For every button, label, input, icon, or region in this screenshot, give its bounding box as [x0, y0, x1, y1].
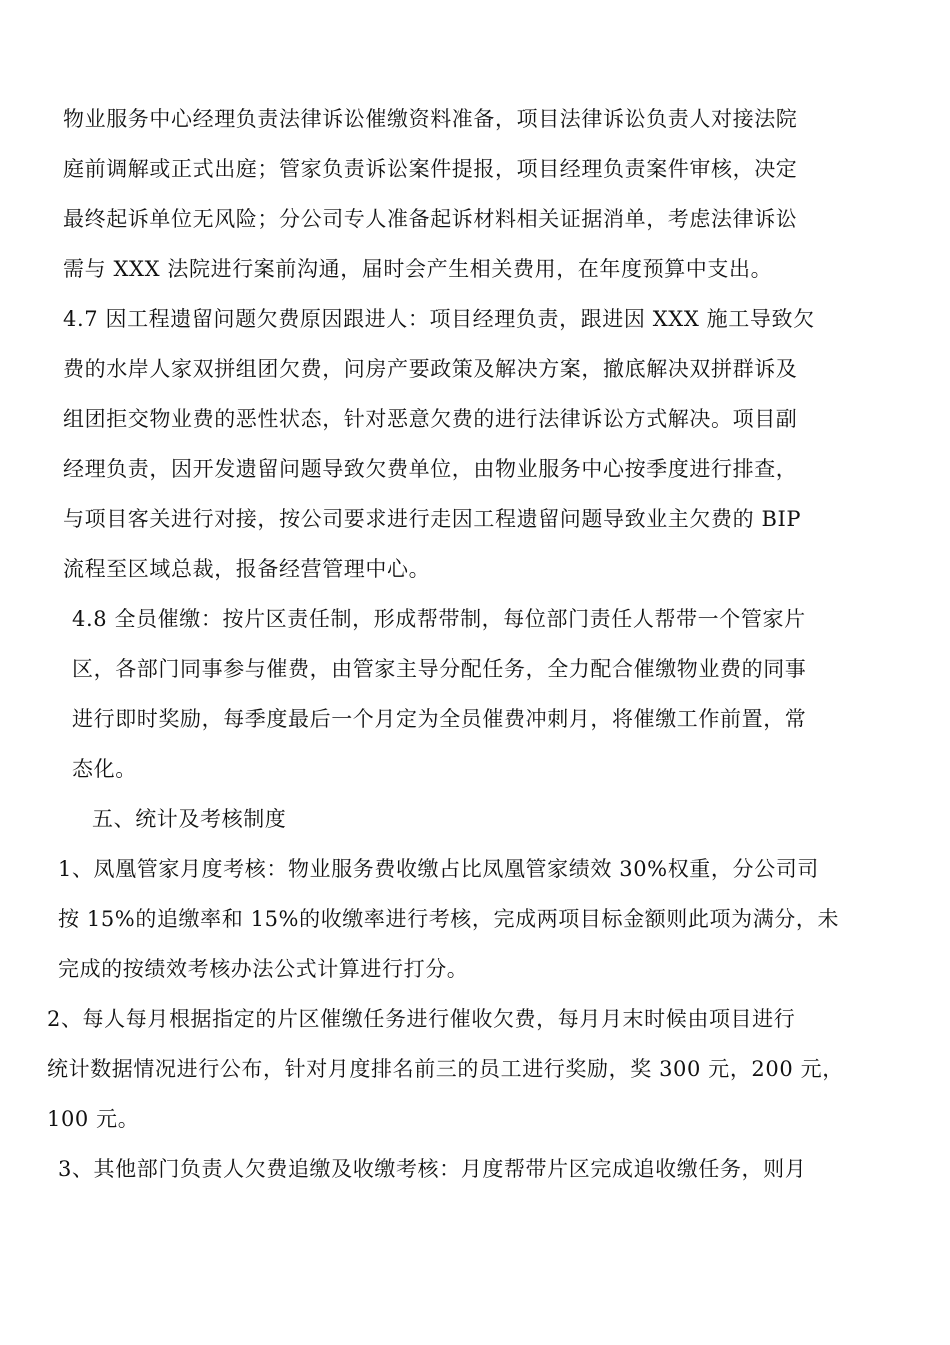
section-4-7-line-5: 与项目客关进行对接，按公司要求进行走因工程遗留问题导致业主欠费的 BIP — [63, 507, 802, 531]
paragraph-line-2: 庭前调解或正式出庭；管家负责诉讼案件提报，项目经理负责案件审核，决定 — [63, 157, 798, 181]
section-4-7-line-4: 经理负责，因开发遗留问题导致欠费单位，由物业服务中心按季度进行排查， — [63, 457, 798, 481]
item-2-line-1: 2、每人每月根据指定的片区催缴任务进行催收欠费，每月月末时候由项目进行 — [47, 1007, 796, 1031]
paragraph-line-1: 物业服务中心经理负责法律诉讼催缴资料准备，项目法律诉讼负责人对接法院 — [63, 107, 798, 131]
section-4-7-line-2: 费的水岸人家双拼组团欠费，问房产要政策及解决方案，撤底解决双拼群诉及 — [63, 357, 798, 381]
paragraph-line-4: 需与 XXX 法院进行案前沟通，届时会产生相关费用，在年度预算中支出。 — [63, 257, 773, 281]
item-1-line-2: 按 15%的追缴率和 15%的收缴率进行考核，完成两项目标金额则此项为满分，未 — [58, 907, 840, 931]
paragraph-line-3: 最终起诉单位无风险；分公司专人准备起诉材料相关证据消单，考虑法律诉讼 — [63, 207, 798, 231]
item-2-line-3: 100 元。 — [47, 1107, 140, 1131]
item-2-line-2: 统计数据情况进行公布，针对月度排名前三的员工进行奖励，奖 300 元，200 元， — [47, 1057, 844, 1081]
item-3-line-1: 3、其他部门负责人欠费追缴及收缴考核：月度帮带片区完成追收缴任务，则月 — [58, 1157, 807, 1181]
item-1-line-3: 完成的按绩效考核办法公式计算进行打分。 — [58, 957, 469, 981]
section-4-8-line-4: 态化。 — [72, 757, 137, 781]
section-4-8-line-1: 4.8 全员催缴：按片区责任制，形成帮带制，每位部门责任人帮带一个管家片 — [72, 607, 806, 631]
section-4-8-line-3: 进行即时奖励，每季度最后一个月定为全员催费冲刺月，将催缴工作前置，常 — [72, 707, 807, 731]
section-4-7-line-1: 4.7 因工程遗留问题欠费原因跟进人：项目经理负责，跟进因 XXX 施工导致欠 — [63, 307, 815, 331]
section-4-8-line-2: 区，各部门同事参与催费，由管家主导分配任务，全力配合催缴物业费的同事 — [72, 657, 807, 681]
item-1-line-1: 1、凤凰管家月度考核：物业服务费收缴占比凤凰管家绩效 30%权重，分公司司 — [58, 857, 819, 881]
section-4-7-line-3: 组团拒交物业费的恶性状态，针对恶意欠费的进行法律诉讼方式解决。项目副 — [63, 407, 798, 431]
section-heading-5: 五、统计及考核制度 — [92, 807, 287, 831]
section-4-7-line-6: 流程至区域总裁，报备经营管理中心。 — [63, 557, 431, 581]
